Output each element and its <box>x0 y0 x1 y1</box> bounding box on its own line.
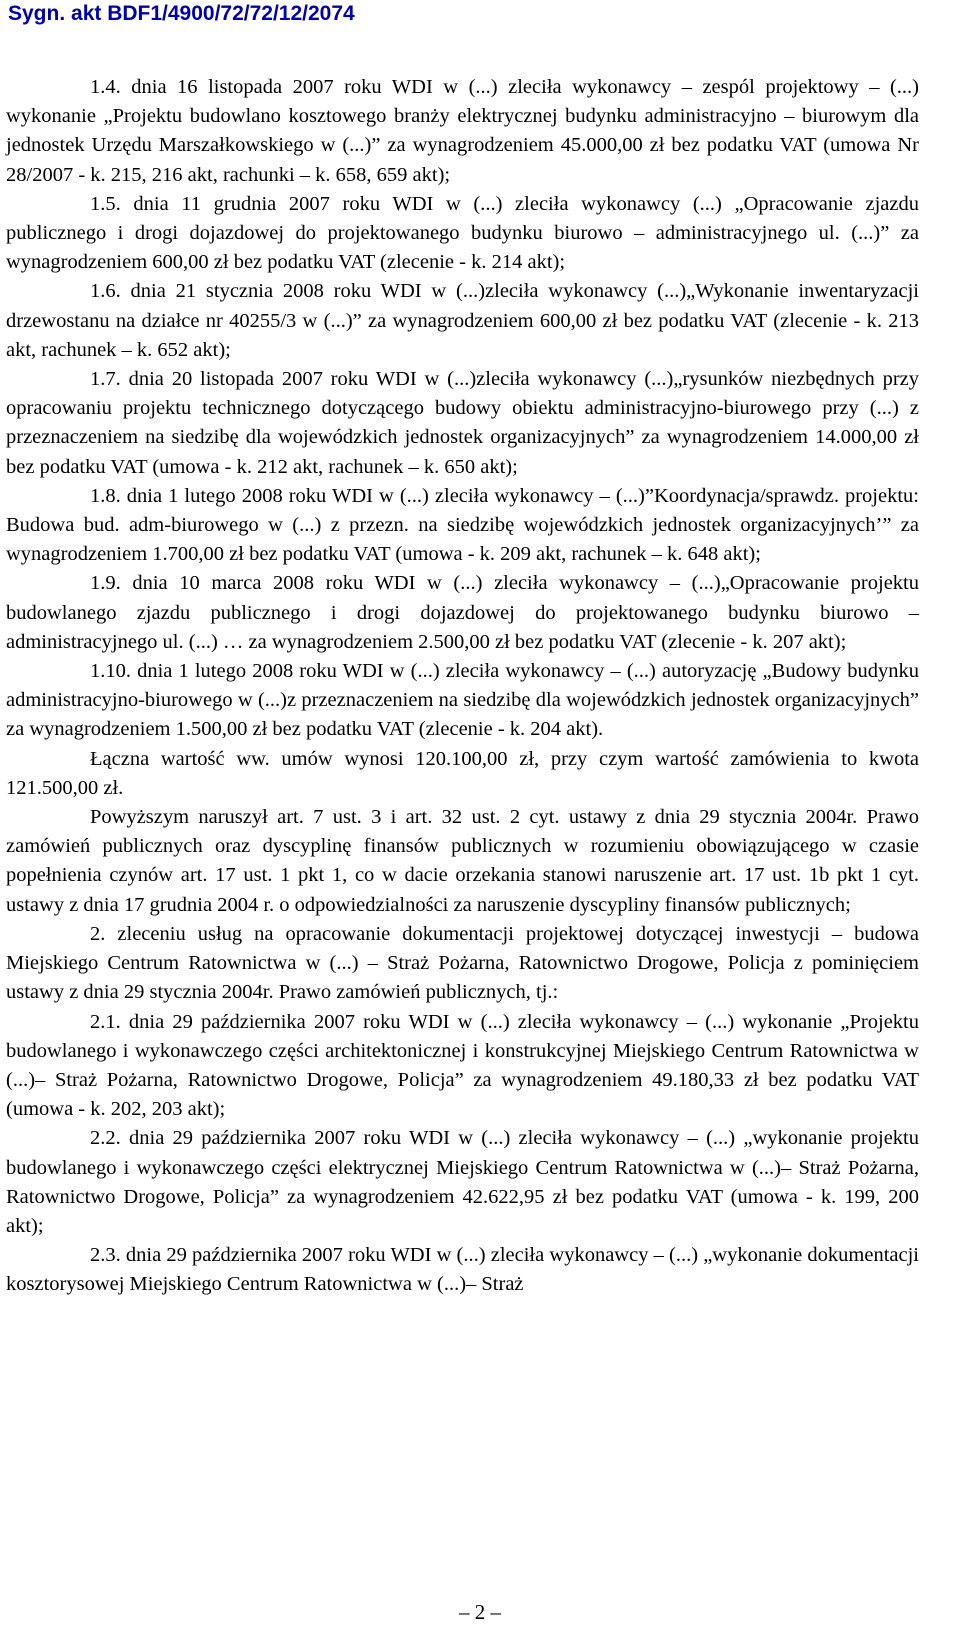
paragraph-violation: Powyższym naruszył art. 7 ust. 3 i art. 32 ust. 2 cyt. ustawy z dnia 29 stycznia 2004r. Prawo zamówień publicznych oraz dyscyplinę finansów publicznych w rozumieniu obowiązującego w czasie popełnienia czynów art. 17 ust. 1 pkt 1, co w dacie orzekania stanowi naruszenie art. 17 ust. 1b pkt 1 cyt. ustawy z dnia 17 grudnia 2004 r. o odpowiedzialności za naruszenie dyscypliny finansów publicznych; <box>6 806 919 916</box>
paragraph-1-10: 1.10. dnia 1 lutego 2008 roku WDI w (...) zleciła wykonawcy – (...) autoryzację „Budowy budynku administracyjno-biurowego w (...)z przeznaczeniem na siedzibę dla wojewódzkich jednostek organizacyjnych” za wynagrodzeniem 1.500,00 zł bez podatku VAT (zlecenie - k. 204 akt). <box>6 660 919 741</box>
paragraph-2-3: 2.3. dnia 29 października 2007 roku WDI w (...) zleciła wykonawcy – (...) „wykonanie dokumentacji kosztorysowej Miejskiego Centrum Ratownictwa w (...)– Straż <box>6 1244 919 1296</box>
paragraph-1-9: 1.9. dnia 10 marca 2008 roku WDI w (...) zleciła wykonawcy – (...)„Opracowanie projektu budowlanego zjazdu publicznego i drogi dojazdowej do projektowanego budynku biurowo – administracyjnego ul. (...) … za wynagrodzeniem 2.500,00 zł bez podatku VAT (zlecenie - k. 207 akt); <box>6 572 919 653</box>
page-number: – 2 – <box>459 1600 501 1624</box>
paragraph-2-1: 2.1. dnia 29 października 2007 roku WDI w (...) zleciła wykonawcy – (...) wykonanie „Projektu budowlanego i wykonawczego części architektonicznej i konstrukcyjnej Miejskiego Centrum Ratownictwa w (...)– Straż Pożarna, Ratownictwo Drogowe, Policja” za wynagrodzeniem 49.180,33 zł bez podatku VAT (umowa - k. 202, 203 akt); <box>6 1010 919 1121</box>
paragraph-2: 2. zleceniu usług na opracowanie dokumentacji projektowej dotyczącej inwestycji – budowa Miejskiego Centrum Ratownictwa w (...) – Straż Pożarna, Ratownictwo Drogowe, Policja z pominięciem ustawy z dnia 29 stycznia 2004r. Prawo zamówień publicznych, tj.: <box>6 922 919 1004</box>
paragraph-1-7: 1.7. dnia 20 listopada 2007 roku WDI w (...)zleciła wykonawcy (...)„rysunków niezbędnych przy opracowaniu projektu technicznego dotyczącego budowy obiektu administracyjno-biurowego przy (...) z przeznaczeniem na siedzibę dla wojewódzkich jednostek organizacyjnych” za wynagrodzeniem 14.000,00 zł bez podatku VAT (umowa - k. 212 akt, rachunek – k. 650 akt); <box>6 368 919 478</box>
paragraph-2-2: 2.2. dnia 29 października 2007 roku WDI w (...) zleciła wykonawcy – (...) „wykonanie projektu budowlanego i wykonawczego części elektrycznej Miejskiego Centrum Ratownictwa w (...)– Straż Pożarna, Ratownictwo Drogowe, Policja” za wynagrodzeniem 42.622,95 zł bez podatku VAT (umowa - k. 199, 200 akt); <box>6 1127 919 1237</box>
paragraph-1-4: 1.4. dnia 16 listopada 2007 roku WDI w (...) zleciła wykonawcy – zespól projektowy – (...) wykonanie „Projektu budowlano kosztowego branży elektrycznej budynku administracyjno – biurowym dla jednostek Urzędu Marszałkowskiego w (...)” za wynagrodzeniem 45.000,00 zł bez podatku VAT (umowa Nr 28/2007 - k. 215, 216 akt, rachunki – k. 658, 659 akt); <box>6 76 919 186</box>
document-body <box>6 73 919 1300</box>
paragraph-1-5: 1.5. dnia 11 grudnia 2007 roku WDI w (...) zleciła wykonawcy (...) „Opracowanie zjazdu publicznego i drogi dojazdowej do projektowanego budynku biurowo – administracyjnego ul. (...)” za wynagrodzeniem 600,00 zł bez podatku VAT (zlecenie - k. 214 akt); <box>6 192 919 274</box>
paragraph-total-value: Łączna wartość ww. umów wynosi 120.100,00 zł, przy czym wartość zamówienia to kwota 121.500,00 zł. <box>6 747 919 799</box>
case-signature: Sygn. akt BDF1/4900/72/72/12/2074 <box>8 2 355 25</box>
paragraph-1-8: 1.8. dnia 1 lutego 2008 roku WDI w (...) zleciła wykonawcy – (...)”Koordynacja/sprawdz. projektu: Budowa bud. adm-biurowego w (...) z przezn. na siedzibę wojewódzkich jednostek organizacyjnych’” za wynagrodzeniem 1.700,00 zł bez podatku VAT (umowa - k. 209 akt, rachunek – k. 648 akt); <box>6 484 919 566</box>
paragraph-1-6: 1.6. dnia 21 stycznia 2008 roku WDI w (...)zleciła wykonawcy (...)„Wykonanie inwentaryzacji drzewostanu na działce nr 40255/3 w (...)” za wynagrodzeniem 600,00 zł bez podatku VAT (zlecenie - k. 213 akt, rachunek – k. 652 akt); <box>6 280 919 361</box>
